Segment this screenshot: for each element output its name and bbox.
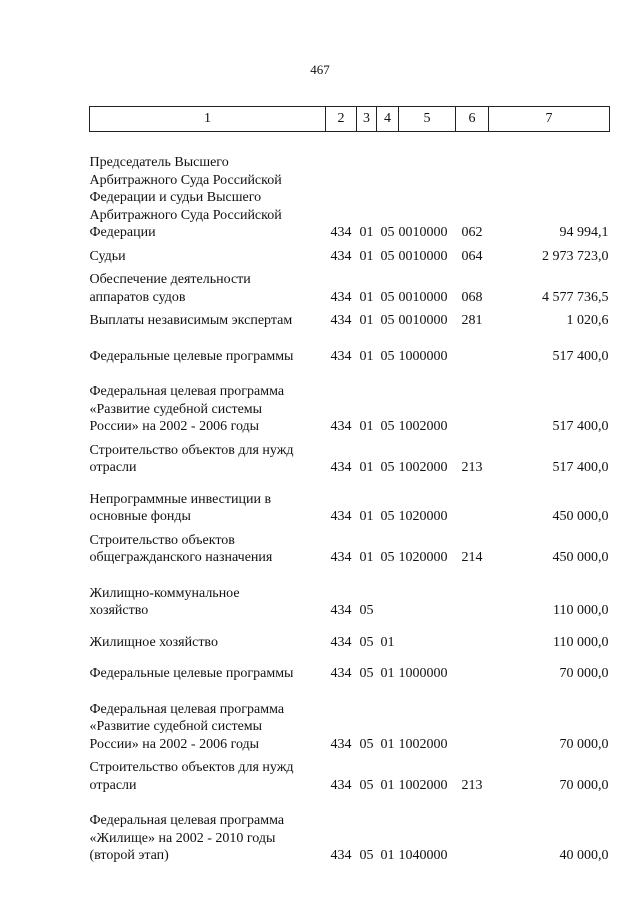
- expense-type-code: 064: [461, 248, 483, 264]
- section-code: 05: [359, 848, 374, 863]
- header-row: [90, 107, 610, 132]
- expense-type-code: [456, 348, 489, 384]
- section-code: 01: [359, 289, 374, 305]
- amount: 1 020,6: [566, 313, 609, 328]
- expense-type-code: [456, 491, 489, 532]
- section-code: 05: [359, 666, 374, 681]
- ministry-code: 434: [330, 313, 352, 328]
- item-name-line: Федерации и судьи Высшего: [89, 190, 262, 205]
- target-article-code: [399, 585, 456, 634]
- amount: 517 400,0: [552, 460, 609, 475]
- ministry-code: 434: [330, 603, 352, 618]
- table-row: [90, 812, 610, 871]
- amount: 94 994,1: [559, 225, 609, 240]
- expense-type-code: 062: [461, 225, 483, 240]
- item-name-line: хозяйство: [89, 603, 149, 618]
- expense-type-code: 213: [461, 777, 483, 793]
- amount: 4 577 736,5: [542, 289, 609, 305]
- table-row: [90, 312, 610, 348]
- column-header-2: 2: [326, 107, 357, 132]
- amount: 70 000,0: [559, 666, 609, 681]
- amount: 110 000,0: [553, 634, 609, 650]
- item-name: [90, 812, 326, 871]
- section-code: 01: [359, 550, 374, 565]
- item-name-line: Жилищное хозяйство: [89, 634, 218, 650]
- target-article-code: 1020000: [398, 550, 448, 565]
- section-code: 01: [359, 419, 374, 434]
- amount: 450 000,0: [552, 509, 609, 524]
- subsection-code: 05: [380, 348, 395, 364]
- amount: 517 400,0: [552, 348, 609, 364]
- ministry-code: 434: [330, 460, 352, 475]
- expense-type-code: 281: [461, 313, 483, 328]
- item-name-line: Непрограммные инвестиции в: [89, 491, 272, 507]
- item-name-line: Строительство объектов для нужд: [89, 442, 294, 458]
- subsection-code: 01: [380, 777, 395, 793]
- ministry-code: 434: [330, 248, 352, 264]
- ministry-code: 434: [330, 419, 352, 434]
- subsection-code: 05: [380, 509, 395, 524]
- item-name-line: Федеральная целевая программа: [89, 701, 285, 717]
- target-article-code: 1020000: [398, 509, 448, 524]
- target-article-code: 1002000: [398, 419, 448, 434]
- target-article-code: 1000000: [398, 666, 448, 681]
- target-article-code: 0010000: [398, 225, 448, 240]
- section-code: 05: [359, 777, 374, 793]
- item-name: [90, 759, 326, 812]
- item-name: [90, 634, 326, 666]
- item-name-line: общегражданского назначения: [89, 550, 273, 565]
- ministry-code: 434: [330, 550, 352, 565]
- expense-type-code: [456, 812, 489, 871]
- column-header-1: 1: [90, 107, 326, 132]
- item-name: [90, 665, 326, 701]
- item-name-line: Федеральные целевые программы: [89, 348, 294, 364]
- ministry-code: 434: [330, 289, 352, 305]
- section-code: 01: [359, 460, 374, 475]
- column-header-5: 5: [399, 107, 456, 132]
- page-number: 467: [310, 62, 330, 77]
- target-article-code: 1040000: [398, 848, 448, 863]
- item-name: [90, 532, 326, 585]
- subsection-code: [377, 585, 399, 634]
- budget-table: [89, 106, 610, 871]
- target-article-code: 0010000: [398, 289, 448, 305]
- item-name: [90, 585, 326, 634]
- item-name-line: (второй этап): [89, 848, 169, 863]
- item-name-line: Арбитражного Суда Российской: [89, 207, 282, 223]
- table-row: [90, 154, 610, 248]
- table-body: [90, 132, 610, 871]
- section-code: 05: [359, 736, 374, 752]
- item-name-line: Судьи: [89, 248, 126, 264]
- expense-type-code: 068: [461, 289, 483, 305]
- item-name-line: отрасли: [89, 460, 137, 475]
- item-name-line: Председатель Высшего: [89, 155, 229, 170]
- subsection-code: 05: [380, 419, 395, 434]
- subsection-code: 05: [380, 460, 395, 475]
- target-article-code: [399, 634, 456, 666]
- table-row: [90, 383, 610, 442]
- item-name-line: Строительство объектов для нужд: [89, 760, 294, 775]
- target-article-code: 0010000: [398, 313, 448, 328]
- item-name-line: Выплаты независимым экспертам: [89, 313, 293, 328]
- expense-type-code: 213: [461, 460, 483, 475]
- section-code: 01: [359, 348, 374, 364]
- expense-type-code: [456, 665, 489, 701]
- table-row: [90, 491, 610, 532]
- column-header-3: 3: [357, 107, 377, 132]
- item-name-line: «Жилище» на 2002 - 2010 годы: [89, 830, 276, 846]
- target-article-code: 1002000: [398, 777, 448, 793]
- item-name-line: Федерации: [89, 225, 156, 240]
- table-row: [90, 348, 610, 384]
- amount: 110 000,0: [553, 603, 609, 618]
- item-name: [90, 312, 326, 348]
- target-article-code: 1002000: [398, 460, 448, 475]
- expense-type-code: [456, 383, 489, 442]
- subsection-code: 05: [380, 289, 395, 305]
- subsection-code: 05: [380, 248, 395, 264]
- ministry-code: 434: [330, 509, 352, 524]
- table-row: [90, 665, 610, 701]
- item-name: [90, 348, 326, 384]
- amount: 70 000,0: [559, 777, 609, 793]
- item-name: [90, 383, 326, 442]
- ministry-code: 434: [330, 225, 352, 240]
- subsection-code: 05: [380, 313, 395, 328]
- item-name-line: Строительство объектов: [89, 532, 235, 548]
- item-name-line: аппаратов судов: [89, 289, 186, 305]
- table-row: [90, 701, 610, 760]
- section-code: 01: [359, 225, 374, 240]
- amount: 40 000,0: [559, 848, 609, 863]
- item-name-line: Федеральная целевая программа: [89, 813, 285, 828]
- table-row: [90, 634, 610, 666]
- section-code: 01: [359, 248, 374, 264]
- ministry-code: 434: [330, 736, 352, 752]
- item-name-line: России» на 2002 - 2006 годы: [89, 419, 260, 434]
- subsection-code: 05: [380, 225, 395, 240]
- table-row: [90, 442, 610, 491]
- item-name-line: Обеспечение деятельности: [89, 272, 251, 287]
- table-row: [90, 248, 610, 272]
- table-row: [90, 532, 610, 585]
- item-name-line: отрасли: [89, 777, 137, 793]
- expense-type-code: [456, 634, 489, 666]
- expense-type-code: [456, 701, 489, 760]
- amount: 450 000,0: [552, 550, 609, 565]
- target-article-code: 0010000: [398, 248, 448, 264]
- item-name-line: Жилищно-коммунальное: [89, 585, 240, 601]
- column-header-6: 6: [456, 107, 489, 132]
- ministry-code: 434: [330, 777, 352, 793]
- item-name: [90, 248, 326, 272]
- item-name-line: «Развитие судебной системы: [89, 719, 263, 734]
- item-name: [90, 442, 326, 491]
- item-name-line: России» на 2002 - 2006 годы: [89, 736, 260, 752]
- item-name-line: Арбитражного Суда Российской: [89, 172, 282, 188]
- target-article-code: 1002000: [398, 736, 448, 752]
- item-name-line: Федеральная целевая программа: [89, 384, 285, 399]
- amount: 2 973 723,0: [542, 248, 609, 264]
- item-name: [90, 271, 326, 312]
- ministry-code: 434: [330, 666, 352, 681]
- subsection-code: 01: [380, 736, 395, 752]
- section-code: 01: [359, 509, 374, 524]
- subsection-code: 01: [380, 634, 395, 650]
- column-header-7: 7: [489, 107, 610, 132]
- item-name-line: основные фонды: [89, 509, 191, 524]
- expense-type-code: 214: [461, 550, 483, 565]
- table-row: [90, 585, 610, 634]
- table-row: [90, 271, 610, 312]
- ministry-code: 434: [330, 634, 352, 650]
- expense-type-code: [456, 585, 489, 634]
- subsection-code: 01: [380, 848, 395, 863]
- table-row: [90, 759, 610, 812]
- amount: 517 400,0: [552, 419, 609, 434]
- item-name: [90, 491, 326, 532]
- ministry-code: 434: [330, 848, 352, 863]
- subsection-code: 05: [380, 550, 395, 565]
- item-name: [90, 154, 326, 248]
- section-code: 05: [359, 634, 374, 650]
- item-name: [90, 701, 326, 760]
- item-name-line: «Развитие судебной системы: [89, 401, 263, 417]
- section-code: 05: [359, 603, 374, 618]
- item-name-line: Федеральные целевые программы: [89, 666, 294, 681]
- target-article-code: 1000000: [398, 348, 448, 364]
- section-code: 01: [359, 313, 374, 328]
- subsection-code: 01: [380, 666, 395, 681]
- amount: 70 000,0: [559, 736, 609, 752]
- column-header-4: 4: [377, 107, 399, 132]
- ministry-code: 434: [330, 348, 352, 364]
